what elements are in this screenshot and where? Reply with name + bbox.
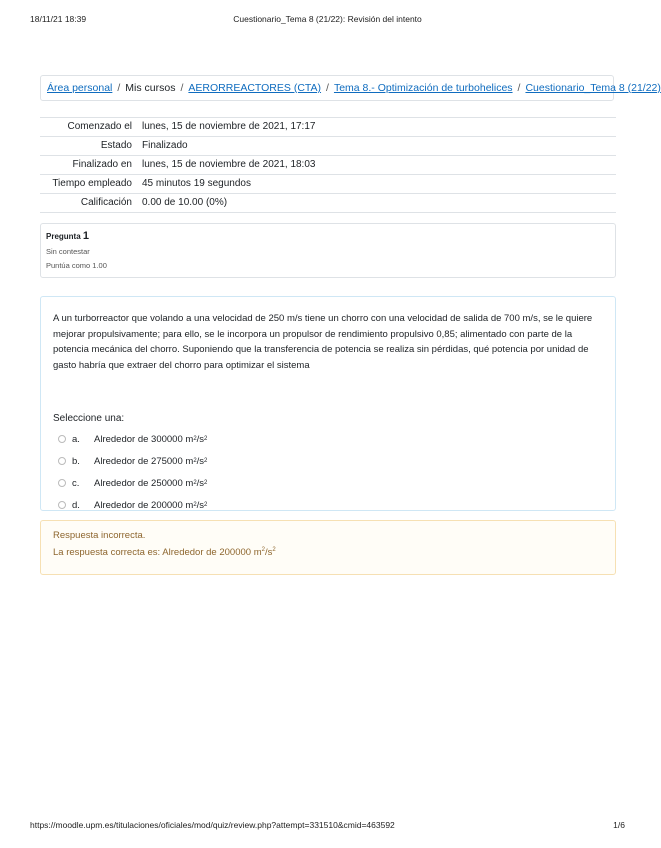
unit: m [185, 433, 194, 445]
summary-row [40, 118, 616, 137]
summary-label: Comenzado el [40, 118, 138, 137]
attempt-summary-table [40, 117, 616, 213]
unit-exp: 2 [193, 480, 197, 486]
answer-letter: a. [72, 433, 80, 445]
summary-row [40, 175, 616, 194]
question-text: A un turborreactor que volando a una velocidad de 250 m/s tiene un chorro con una velocidad de salida de 700 m/s, se le quiere mejorar propulsivamente; para ello, se le incorpora un propulsor de rendimiento propulsivo 0,85; alimentado con parte de la potencia mecánica del chorro. Suponiendo que la transferencia de potencia se realiza sin pérdidas, qué potencia por unidad de gasto habría que extraer del chorro para optimizar el sistema [53, 313, 593, 371]
breadcrumb-separator: / [117, 82, 121, 94]
breadcrumb-separator: / [326, 82, 329, 94]
unit-exp: 2 [193, 502, 197, 508]
summary-row [40, 194, 616, 213]
summary-value: lunes, 15 de noviembre de 2021, 17:17 [138, 118, 616, 137]
feedback-status: Respuesta incorrecta. [53, 530, 146, 541]
unit: m [185, 499, 194, 511]
breadcrumb-course[interactable]: AERORREACTORES (CTA) [188, 82, 322, 94]
unit-tail: /s [196, 499, 205, 511]
unit-exp: 2 [193, 458, 197, 464]
unit-tail: /s [196, 455, 205, 467]
unit: m [185, 477, 194, 489]
unit-tail: /s [264, 547, 273, 559]
radio-button[interactable] [58, 479, 66, 487]
answer-text: Alrededor de 275000 [94, 455, 183, 467]
summary-row [40, 137, 616, 156]
question-content [40, 296, 616, 511]
answer-text: Alrededor de 300000 [94, 433, 183, 445]
summary-label: Estado [40, 137, 138, 156]
print-url: https://moodle.upm.es/titulaciones/oficiales/mod/quiz/review.php?attempt=331510&cmid=463592 [30, 820, 395, 830]
answer-text: Alrededor de 250000 [94, 477, 183, 489]
question-info [40, 223, 616, 278]
unit-tail-exp: 2 [272, 547, 276, 553]
unit-tail: /s [196, 433, 205, 445]
answer-option-c[interactable] [53, 472, 603, 494]
answer-letter: d. [72, 499, 80, 511]
question-mark: Puntúa como 1.00 [46, 261, 107, 270]
unit: m [185, 455, 194, 467]
answer-list [53, 428, 603, 516]
page-number: 1/6 [613, 820, 625, 830]
unit-tail: /s [196, 477, 205, 489]
breadcrumb-separator: / [180, 82, 184, 94]
unit: m [253, 547, 262, 559]
question-number-value: 1 [82, 230, 90, 242]
unit-tail-exp: 2 [204, 480, 208, 486]
breadcrumb [40, 75, 661, 101]
unit-exp: 2 [261, 547, 265, 553]
print-date: 18/11/21 18:39 [30, 14, 87, 24]
answer-option-a[interactable] [53, 428, 603, 450]
print-footer [30, 820, 625, 834]
unit-tail-exp: 2 [204, 458, 208, 464]
question-prefix: Pregunta [46, 232, 81, 241]
unit-tail-exp: 2 [204, 436, 208, 442]
summary-row [40, 156, 616, 175]
summary-label: Calificación [40, 194, 138, 213]
summary-value: lunes, 15 de noviembre de 2021, 18:03 [138, 156, 616, 175]
answer-option-d[interactable] [53, 494, 603, 516]
question-number [46, 230, 610, 242]
unit-tail-exp: 2 [204, 502, 208, 508]
radio-button[interactable] [58, 435, 66, 443]
breadcrumb-quiz[interactable]: Cuestionario_Tema 8 (21/22) [525, 82, 661, 94]
answer-text: Alrededor de 200000 [94, 499, 183, 511]
summary-value: 0.00 de 10.00 (0%) [138, 194, 616, 213]
print-title: Cuestionario_Tema 8 (21/22): Revisión del intento [233, 14, 422, 24]
breadcrumb-separator: / [517, 82, 521, 94]
answer-letter: b. [72, 455, 80, 467]
answer-option-b[interactable] [53, 450, 603, 472]
answer-prompt: Seleccione una: [53, 413, 125, 424]
breadcrumb-area-personal[interactable]: Área personal [47, 82, 113, 94]
summary-value: Finalizado [138, 137, 616, 156]
print-header [30, 14, 625, 28]
breadcrumb-topic[interactable]: Tema 8.- Optimización de turbohelices [333, 82, 513, 94]
radio-button[interactable] [58, 457, 66, 465]
summary-value: 45 minutos 19 segundos [138, 175, 616, 194]
breadcrumb-mis-cursos[interactable]: Mis cursos [125, 82, 176, 94]
question-state: Sin contestar [46, 247, 90, 256]
feedback-box [40, 520, 616, 575]
summary-label: Finalizado en [40, 156, 138, 175]
summary-label: Tiempo empleado [40, 175, 138, 194]
unit-exp: 2 [193, 436, 197, 442]
radio-button[interactable] [58, 501, 66, 509]
correct-answer [53, 547, 603, 558]
correct-answer-text: La respuesta correcta es: Alrededor de 200000 [53, 547, 252, 559]
answer-letter: c. [72, 477, 80, 489]
